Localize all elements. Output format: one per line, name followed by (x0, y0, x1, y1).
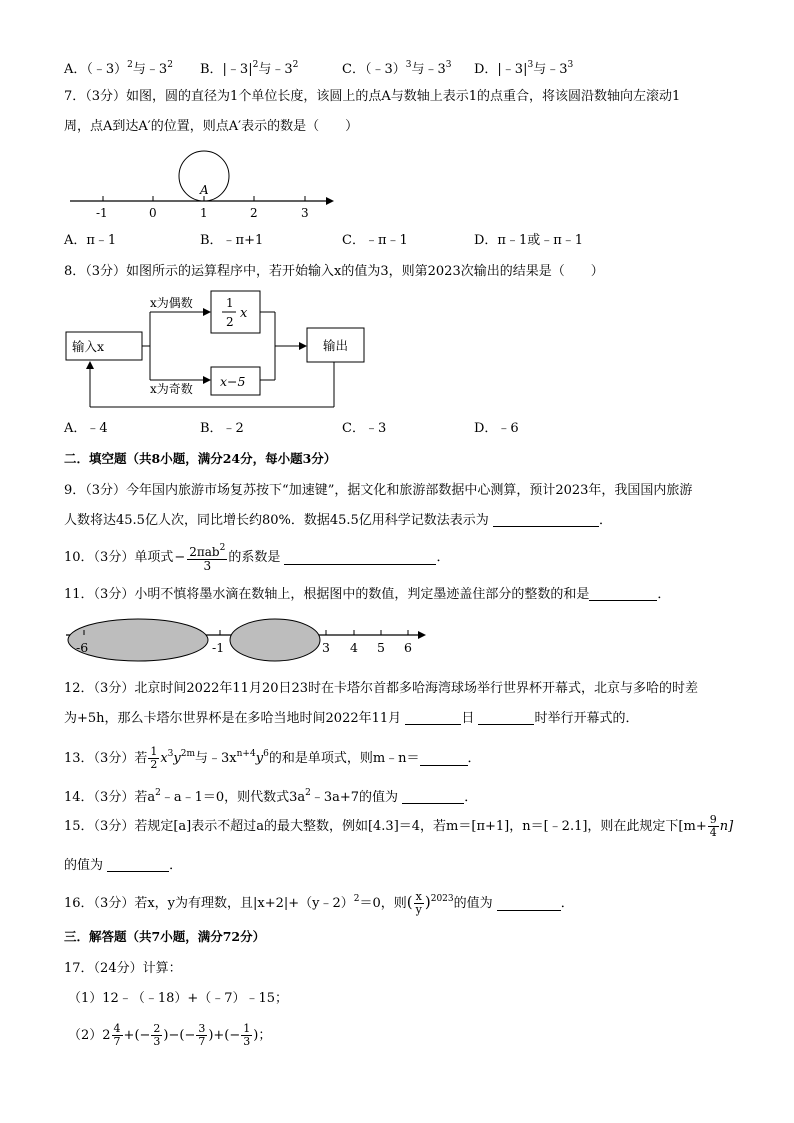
q15-text-line1: 15．（3分）若规定[a]表示不超过a的最大整数，例如[4.3]＝4，若m＝[π+1]，n＝[﹣2.1]，则在此规定下[m+ $\frac{9}{4}$ n] (64, 813, 734, 839)
q9-text-line2: 人数将达45.5亿人次，同比增长约80%．数据45.5亿用科学记数法表示为 ． (64, 513, 612, 528)
q8-minus-label: x−5 (220, 374, 246, 389)
q7-option-d: D．π﹣1或﹣π﹣1 (474, 233, 584, 248)
q13-text: 13．（3分）若 $\frac{1}{2}$ $x^3y^{2m}$与$﹣3x^{n+4}y^6$的和是单项式，则m﹣n＝ ． (64, 745, 481, 771)
q11-ink-blot-left (68, 619, 208, 661)
q14-text: 14．（3分）若$a^2﹣a﹣1=0$，则代数式$3a^2﹣3a+7$的值为 ． (64, 788, 478, 805)
q7-point-label: A (200, 183, 209, 197)
q12-day-blank[interactable] (405, 710, 461, 725)
q8-input-label: 输入x (72, 339, 105, 354)
q7-axis-arrow (326, 197, 334, 205)
q8-even-label: x为偶数 (150, 296, 193, 310)
section-2-heading: 二．填空题（共8小题，满分24分，每小题3分） (64, 451, 337, 466)
q8-odd-label: x为奇数 (150, 382, 193, 396)
q6-option-b: B．$|﹣3|^2$与$﹣3^2$ (200, 60, 299, 77)
q7-tick-label: 2 (250, 206, 258, 220)
q16-text: 16．（3分）若x，y为有理数，且|x+2|+（y﹣2）$^2$＝0，则( $\frac{x}{y}$ )$^{2023}$的值为 ． (64, 890, 574, 916)
q15-answer-blank[interactable] (107, 857, 169, 872)
q11-label: -1 (212, 640, 225, 655)
q8-half-num: 1 (226, 296, 234, 310)
q8-option-c: C．﹣3 (342, 421, 387, 436)
q6-option-a: A．（﹣3）$^2$与$﹣3^2$ (64, 60, 173, 77)
q11-label: 3 (322, 640, 330, 655)
q17-part2: （2）2 $\frac{4}{7}$ +(− $\frac{2}{3}$ )−(− $\frac{3}{7}$ )+(− $\frac{1}{3}$ )； (68, 1022, 272, 1048)
q17-part1: （1）12﹣（﹣18）+（﹣7）﹣15； (68, 991, 289, 1006)
q10-text: 10．（3分）单项式− $\frac{2\pi ab^2}{3}$ 的系数是 ． (64, 543, 450, 573)
q12-text-line1: 12．（3分）北京时间2022年11月20日23时在卡塔尔首都多哈海湾球场举行世界杯开幕式，北京与多哈的时差 (64, 681, 699, 696)
q11-ink-blot-right (230, 619, 320, 661)
q8-option-d: D．﹣6 (474, 421, 519, 436)
q15-text-line2: 的值为 ． (64, 858, 183, 873)
q13-answer-blank[interactable] (420, 751, 468, 766)
q8-option-b: B．﹣2 (200, 421, 244, 436)
q7-text-line1: 7．（3分）如图，圆的直径为1个单位长度，该圆上的点A与数轴上表示1的点重合，将该圆沿数轴向左滚动1 (64, 89, 681, 104)
q10-answer-blank[interactable] (284, 550, 436, 565)
q7-option-c: C．﹣π﹣1 (342, 233, 408, 248)
q9-text-line1: 9．（3分）今年国内旅游市场复苏按下“加速键”，据文化和旅游部数据中心测算，预计2023年，我国国内旅游 (64, 483, 693, 498)
q11-label: 4 (350, 640, 358, 655)
q11-label: 6 (404, 640, 412, 655)
q7-option-a: A．π﹣1 (64, 233, 117, 248)
q9-answer-blank[interactable] (493, 512, 599, 527)
q6-option-c: C．（﹣3）$^3$与$﹣3^3$ (342, 60, 452, 77)
q7-tick-label: 0 (149, 206, 157, 220)
q11-label: 5 (377, 640, 385, 655)
section-3-heading: 三．解答题（共7小题，满分72分） (64, 929, 266, 944)
q12-hour-blank[interactable] (478, 710, 534, 725)
q8-output-label: 输出 (323, 338, 349, 353)
q7-text-line2: 周，点A到达A′的位置，则点A′表示的数是（ ） (64, 119, 359, 134)
q8-text-line1: 8．（3分）如图所示的运算程序中，若开始输入x的值为3，则第2023次输出的结果是（ ） (64, 264, 604, 279)
q11-text-line1: 11．（3分）小明不慎将墨水滴在数轴上，根据图中的数值，判定墨迹盖住部分的整数的和是 ． (64, 587, 671, 602)
q8-half-var: x (240, 306, 248, 321)
q12-text-line2: 为+5h，那么卡塔尔世界杯是在多哈当地时间2022年11月 日 时举行开幕式的． (64, 711, 639, 726)
q11-label: -6 (76, 640, 89, 655)
q11-answer-blank[interactable] (589, 586, 657, 601)
q14-answer-blank[interactable] (402, 789, 464, 804)
q17-title: 17．（24分）计算： (64, 961, 182, 976)
q7-tick-label: 3 (301, 206, 309, 220)
q7-tick-label: -1 (96, 206, 108, 220)
q7-tick-label: 1 (200, 206, 208, 220)
q8-option-a: A．﹣4 (64, 421, 108, 436)
q7-option-b: B．﹣π+1 (200, 233, 264, 248)
q6-option-d: D．$|﹣3|^3$与$﹣3^3$ (474, 60, 574, 77)
q8-half-den: 2 (226, 315, 234, 329)
q16-answer-blank[interactable] (497, 896, 561, 911)
